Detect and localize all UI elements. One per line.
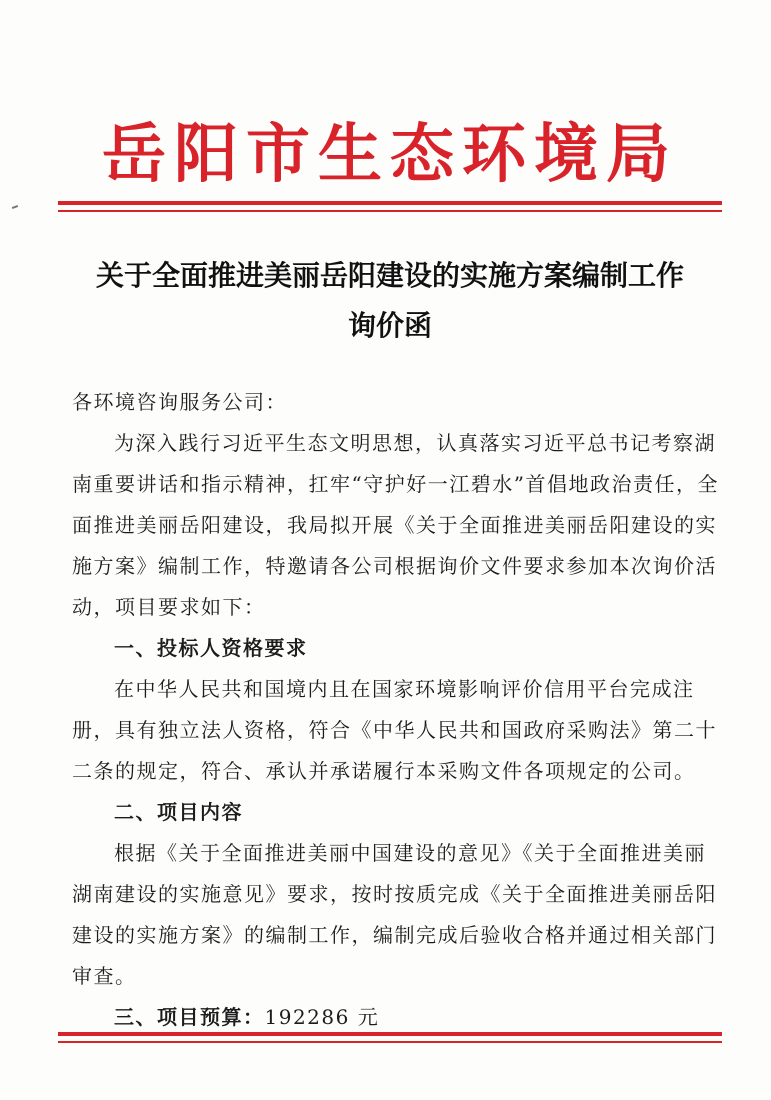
section-text-qualification: 在中华人民共和国境内且在国家环境影响评价信用平台完成注册，具有独立法人资格，符合《中华人民共和国政府采购法》第二十二条的规定，符合、承认并承诺履行本采购文件各项规定的公司。 (72, 677, 717, 783)
footer-rule-thick (58, 1032, 722, 1036)
section-heading-content: 二、项目内容 (114, 800, 243, 824)
section-heading-qualification: 一、投标人资格要求 (114, 636, 308, 660)
letterhead-rule-thin (58, 210, 722, 212)
footer-rule-thin (58, 1041, 722, 1043)
scan-speck (12, 205, 18, 209)
document-title-line2: 询价函 (347, 309, 432, 342)
letterhead-agency-name: 岳阳市生态环境局 (102, 117, 678, 192)
letterhead-rule-thick (58, 201, 722, 205)
document-body (72, 382, 722, 1038)
document-title-line1: 关于全面推进美丽岳阳建设的实施方案编制工作 (95, 259, 684, 292)
salutation: 各环境咨询服务公司： (72, 390, 287, 414)
intro-paragraph: 为深入践行习近平生态文明思想，认真落实习近平总书记考察湖南重要讲话和指示精神，扛牢“守护好一江碧水”首倡地政治责任，全面推进美丽岳阳建设，我局拟开展《关于全面推进美丽岳阳建设的实施方案》编制工作，特邀请各公司根据询价文件要求参加本次询价活动，项目要求如下： (72, 431, 719, 619)
section-text-content: 根据《关于全面推进美丽中国建设的意见》《关于全面推进美丽湖南建设的实施意见》要求，按时按质完成《关于全面推进美丽岳阳建设的实施方案》的编制工作，编制完成后验收合格并通过相关部门审查。 (72, 841, 717, 988)
budget-value: 192286 元 (264, 1005, 380, 1029)
budget-label: 三、项目预算： (114, 1005, 265, 1029)
